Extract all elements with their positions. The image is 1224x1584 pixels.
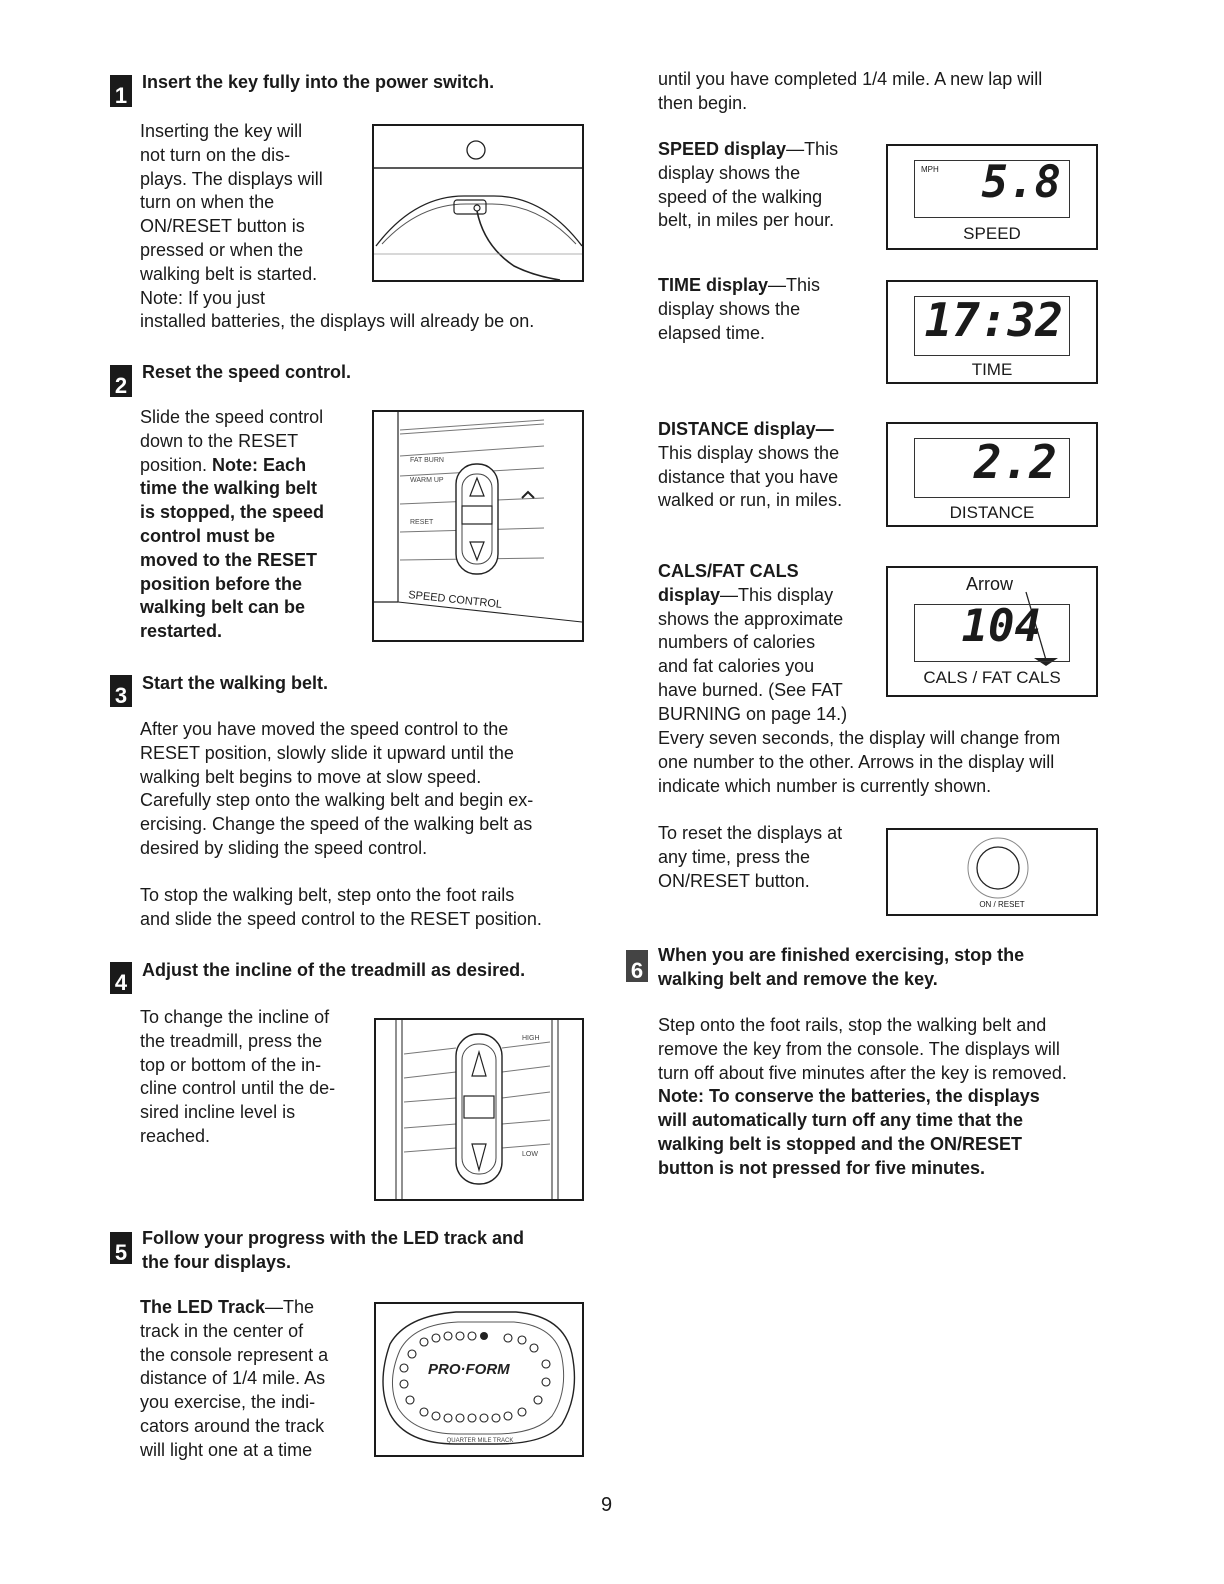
step-number-text: 3 xyxy=(114,683,128,708)
time-value: 17:32 xyxy=(924,293,1063,347)
speed-control-label: SPEED CONTROL xyxy=(407,589,503,611)
lap-continued-text xyxy=(658,68,1042,116)
power-switch-figure xyxy=(372,124,584,282)
line: turn off about five minutes after the key is removed. xyxy=(658,1062,1067,1083)
line: Note: If you just xyxy=(140,287,266,308)
line: and slide the speed control to the RESET position. xyxy=(140,908,542,929)
distance-display-title: DISTANCE display xyxy=(658,419,816,439)
speed-display-text xyxy=(658,138,878,233)
line: turn on when the xyxy=(140,192,275,213)
text: —The xyxy=(265,1297,315,1317)
speed-caption: SPEED xyxy=(963,224,1021,243)
line: will automatically turn off any time that the xyxy=(658,1110,1024,1131)
line: desired by sliding the speed control. xyxy=(140,837,428,858)
cals-display-text xyxy=(658,560,888,727)
line: distance of 1/4 mile. As xyxy=(140,1368,326,1389)
step-2-number xyxy=(110,365,132,397)
led-track-lead: The LED Track xyxy=(140,1297,266,1317)
text: —This display xyxy=(720,584,834,605)
line xyxy=(658,274,878,298)
step-6-number xyxy=(626,950,648,982)
line: walking belt begins to move at slow speed. xyxy=(140,766,482,787)
warm-up-label: WARM UP xyxy=(410,477,444,484)
distance-display-figure xyxy=(886,422,1098,527)
line: walking belt is started. xyxy=(140,263,318,284)
step-number-text: 5 xyxy=(114,1240,128,1265)
line: the console represent a xyxy=(140,1344,329,1365)
cals-value: 104 xyxy=(961,601,1041,652)
step-number-text: 1 xyxy=(114,83,128,108)
reset-button-figure xyxy=(886,828,1098,916)
text: —This xyxy=(786,139,839,159)
line xyxy=(658,418,878,442)
step-6-body xyxy=(658,1014,1067,1181)
proform-logo: PRO·FORM xyxy=(428,1361,510,1378)
distance-caption: DISTANCE xyxy=(949,503,1035,522)
step-3-para-1 xyxy=(140,718,533,861)
line: ercising. Change the speed of the walking belt as xyxy=(140,814,533,835)
line: will light one at a time xyxy=(140,1439,313,1460)
step-4-title: Adjust the incline of the treadmill as desired. xyxy=(142,960,526,980)
line xyxy=(140,1296,380,1320)
line: sired incline level is xyxy=(140,1102,296,1123)
time-display-figure xyxy=(886,280,1098,384)
line: pressed or when the xyxy=(140,239,304,260)
line: To stop the walking belt, step onto the foot rails xyxy=(140,885,515,905)
line: you exercise, the indi- xyxy=(140,1392,316,1413)
line: control must be xyxy=(140,525,276,546)
arrow-label: Arrow xyxy=(966,574,1014,594)
line: Step onto the foot rails, stop the walking belt and xyxy=(658,1015,1047,1035)
line: track in the center of xyxy=(140,1320,304,1341)
distance-lcd xyxy=(914,435,1070,498)
line: elapsed time. xyxy=(658,322,766,343)
line: walking belt is stopped and the ON/RESET xyxy=(658,1133,1023,1154)
distance-display-text xyxy=(658,418,878,513)
step-1-title: Insert the key fully into the power switch. xyxy=(142,72,495,92)
step-6-title xyxy=(658,943,1024,991)
time-display-text xyxy=(658,274,878,345)
line: the treadmill, press the xyxy=(140,1030,323,1051)
text: — xyxy=(815,419,834,439)
speed-control-figure xyxy=(372,410,584,642)
step-4-number xyxy=(110,962,132,994)
line: To reset the displays at xyxy=(658,823,843,843)
speed-lcd xyxy=(914,157,1070,218)
line: distance that you have xyxy=(658,466,839,487)
line: Follow your progress with the LED track and xyxy=(142,1228,525,1248)
cals-caption: CALS / FAT CALS xyxy=(923,668,1061,687)
line xyxy=(658,584,888,608)
line: BURNING on page 14.) xyxy=(658,703,848,724)
line: and fat calories you xyxy=(658,656,815,677)
line: cline control until the de- xyxy=(140,1078,336,1099)
line: speed of the walking xyxy=(658,186,823,207)
step-number-text: 2 xyxy=(114,373,128,398)
step-1-body xyxy=(140,120,380,310)
speed-display-figure xyxy=(886,144,1098,250)
step-1-number xyxy=(110,75,132,107)
reset-caption: ON / RESET xyxy=(979,900,1025,909)
step-5-title xyxy=(142,1226,524,1274)
line: shows the approximate xyxy=(658,608,844,629)
line: indicate which number is currently shown. xyxy=(658,775,992,796)
time-display-title: TIME display xyxy=(658,275,769,295)
line: Inserting the key will xyxy=(140,121,303,141)
line: moved to the RESET xyxy=(140,549,318,570)
line xyxy=(140,454,380,478)
line: Every seven seconds, the display will change from xyxy=(658,728,1061,748)
line: time the walking belt xyxy=(140,478,318,499)
line: plays. The displays will xyxy=(140,168,323,189)
step-3-number xyxy=(110,675,132,707)
line: Note: To conserve the batteries, the displays xyxy=(658,1086,1040,1107)
line: then begin. xyxy=(658,92,748,113)
line: the four displays. xyxy=(142,1252,292,1272)
line: top or bottom of the in- xyxy=(140,1054,322,1075)
step-1-body-tail: installed batteries, the displays will already be on. xyxy=(140,311,535,331)
low-label: LOW xyxy=(522,1151,538,1158)
cals-display-title-2: display xyxy=(658,584,721,605)
line xyxy=(658,138,878,162)
led-track-figure xyxy=(374,1302,584,1457)
page-number: 9 xyxy=(601,1494,613,1516)
line: display shows the xyxy=(658,162,801,183)
line: cators around the track xyxy=(140,1415,325,1436)
line: When you are finished exercising, stop the xyxy=(658,945,1025,965)
line: reached. xyxy=(140,1125,211,1146)
quarter-mile-track-label: QUARTER MILE TRACK xyxy=(446,1438,514,1444)
cals-display-figure xyxy=(886,566,1098,697)
line: have burned. (See FAT xyxy=(658,679,843,700)
time-lcd xyxy=(914,293,1070,356)
line: RESET position, slowly slide it upward until the xyxy=(140,742,514,763)
mph-unit: MPH xyxy=(921,165,939,174)
high-label: HIGH xyxy=(522,1035,540,1042)
distance-value: 2.2 xyxy=(973,435,1057,489)
line: restarted. xyxy=(140,621,223,642)
line: position before the xyxy=(140,573,302,594)
line: is stopped, the speed xyxy=(140,502,325,523)
line: ON/RESET button. xyxy=(658,870,810,891)
step-2-body xyxy=(140,406,380,644)
time-caption: TIME xyxy=(971,360,1013,379)
text: position. xyxy=(140,454,213,475)
line: This display shows the xyxy=(658,442,840,463)
speed-display-title: SPEED display xyxy=(658,139,787,159)
step-5-number xyxy=(110,1232,132,1264)
line: button is not pressed for five minutes. xyxy=(658,1157,986,1178)
line: remove the key from the console. The displays will xyxy=(658,1038,1060,1059)
cals-more-text xyxy=(658,727,1060,798)
line: down to the RESET xyxy=(140,430,299,451)
reset-text xyxy=(658,822,878,893)
step-3-title: Start the walking belt. xyxy=(142,673,329,693)
line: one number to the other. Arrows in the display will xyxy=(658,751,1055,772)
line: display shows the xyxy=(658,298,801,319)
text: —This xyxy=(768,275,821,295)
incline-control-figure xyxy=(374,1018,584,1201)
line: until you have completed 1/4 mile. A new lap will xyxy=(658,69,1043,89)
reset-label: RESET xyxy=(410,519,434,526)
line: walked or run, in miles. xyxy=(658,490,843,511)
line: After you have moved the speed control to the xyxy=(140,719,509,739)
note-text: Note: Each xyxy=(212,454,307,475)
line: To change the incline of xyxy=(140,1007,330,1027)
step-number-text: 4 xyxy=(114,970,128,995)
speed-value: 5.8 xyxy=(981,157,1061,208)
step-number-text: 6 xyxy=(630,958,644,983)
step-2-title: Reset the speed control. xyxy=(142,362,352,382)
cals-lcd xyxy=(914,601,1070,662)
step-3-para-2 xyxy=(140,884,542,932)
cals-display-title: CALS/FAT CALS xyxy=(658,561,799,581)
line: walking belt can be xyxy=(140,597,306,618)
line: Carefully step onto the walking belt and begin ex- xyxy=(140,790,534,811)
step-4-body xyxy=(140,1006,380,1149)
step-5-body xyxy=(140,1296,380,1463)
line: belt, in miles per hour. xyxy=(658,210,835,231)
line: any time, press the xyxy=(658,846,811,867)
line: not turn on the dis- xyxy=(140,144,291,165)
line: numbers of calories xyxy=(658,632,816,653)
line: Slide the speed control xyxy=(140,407,324,427)
line: walking belt and remove the key. xyxy=(658,969,938,989)
line: ON/RESET button is xyxy=(140,216,305,237)
fat-burn-label: FAT BURN xyxy=(410,457,444,464)
